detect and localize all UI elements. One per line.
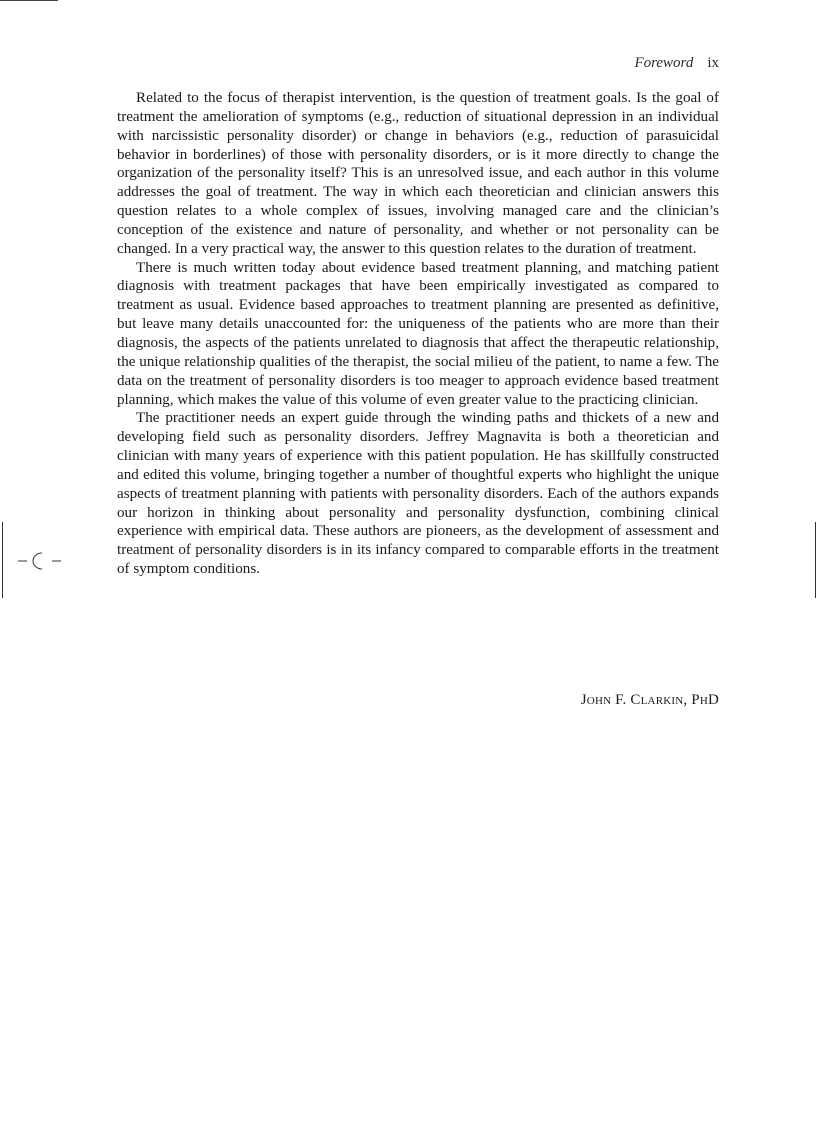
paragraph: There is much written today about evidence based treatment planning, and matching patient diagnosis with treatment packages that have been empirically investigated as compared to treatment as usual. Evidence based approaches to treatment planning are presented as definitive, but leave many details unaccounted for: the uniqueness of the patients who are more than their diagnosis, the aspects of the patients unrelated to diagnosis that affect the therapeutic relationship, the unique relationship qualities of the therapist, the social milieu of the patient, to name a few. The data on the treatment of personality disorders is too meager to approach evidence based treatment planning, which makes the value of this volume of even greater value to the practicing clinician. <box>117 259 719 408</box>
left-margin-line <box>2 522 3 598</box>
body-text <box>117 89 719 579</box>
registration-mark-icon <box>18 550 62 572</box>
page-number: ix <box>707 55 719 71</box>
running-head-section: Foreword <box>634 55 694 71</box>
author-signature: John F. Clarkin, PhD <box>580 692 719 708</box>
top-crop-rule <box>0 0 58 1</box>
paragraph: Related to the focus of therapist intervention, is the question of treatment goals. Is the goal of treatment the amelioration of symptoms (e.g., reduction of situational depression in an individual with narcissistic personality disorder) or change in behaviors (e.g., reduction of parasuicidal behavior in borderlines) of those with personality disorders, or is it more directly to change the organization of the personality itself? This is an unresolved issue, and each author in this volume addresses the goal of treatment. The way in which each theoretician and clinician answers this question relates to a whole complex of issues, involving managed care and the clinician’s conception of the existence and nature of personality, and whether or not personality can be changed. In a very practical way, the answer to this question relates to the duration of treatment. <box>117 90 719 257</box>
paragraph: The practitioner needs an expert guide through the winding paths and thickets of a new and developing field such as personality disorders. Jeffrey Magnavita is both a theoretician and clinician with many years of experience with this patient population. He has skillfully constructed and edited this volume, bringing together a number of thoughtful experts who highlight the unique aspects of treatment planning with patients with personality disorders. Each of the authors expands our horizon in thinking about personality and personality dysfunction, combining clinical experience with empirical data. These authors are pioneers, as the development of assessment and treatment of personality disorders is in its infancy compared to comparable efforts in the treatment of symptom conditions. <box>117 410 719 578</box>
running-head <box>634 53 719 73</box>
